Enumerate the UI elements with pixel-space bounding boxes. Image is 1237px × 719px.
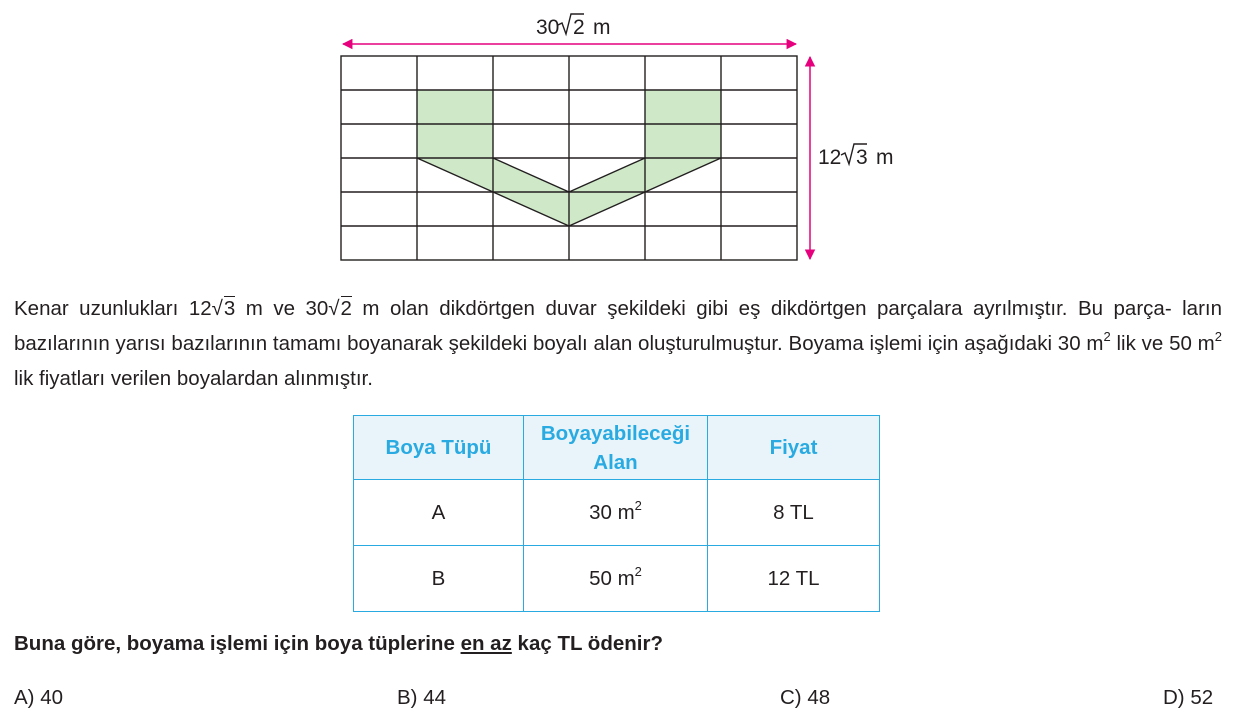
svg-text:m: m <box>876 146 894 169</box>
header-coverage-area: Boyayabileceği Alan <box>524 416 708 480</box>
svg-text:3: 3 <box>856 146 868 169</box>
option-c[interactable]: C) 48 <box>780 686 831 709</box>
cell-type: A <box>354 480 524 546</box>
width-label <box>536 14 611 39</box>
svg-text:2: 2 <box>573 16 585 39</box>
table-row <box>354 480 880 546</box>
problem-paragraph: Kenar uzunlukları 12√3 m ve 30√2 m olan dikdörtgen duvar şekildeki gibi eş dikdörtgen parçalara ayrılmıştır. Bu parça- ların bazılarının yarısı bazılarının tamamı boyanarak şekildeki boyalı alan oluşturulmuştur. Boyama işlemi için aşağıdaki 30 $m^2$ lik ve 50 $m^2$ lik fiyatları verilen boyalardan alınmıştır. <box>14 297 1223 390</box>
header-paint-type: Boya Tüpü <box>354 416 524 480</box>
question-text: Buna göre, boyama işlemi için boya tüplerine en az kaç TL ödenir? <box>14 632 663 655</box>
svg-text:30: 30 <box>536 16 560 39</box>
cell-price: 8 TL <box>708 480 880 546</box>
cell-price: 12 TL <box>708 546 880 612</box>
header-price: Fiyat <box>708 416 880 480</box>
svg-text:12: 12 <box>818 146 842 169</box>
option-d[interactable]: D) 52 <box>1163 686 1214 709</box>
height-label <box>818 144 894 169</box>
table-header-row <box>354 416 880 480</box>
option-b[interactable]: B) 44 <box>397 686 446 709</box>
wall-figure <box>0 0 1237 280</box>
cell-type: B <box>354 546 524 612</box>
table-row <box>354 546 880 612</box>
cell-area: 30 $m^2$ <box>524 480 708 546</box>
svg-text:m: m <box>593 16 611 39</box>
paint-table <box>353 415 880 612</box>
cell-area: 50 $m^2$ <box>524 546 708 612</box>
wall-grid <box>341 56 797 260</box>
option-a[interactable]: A) 40 <box>14 686 63 709</box>
